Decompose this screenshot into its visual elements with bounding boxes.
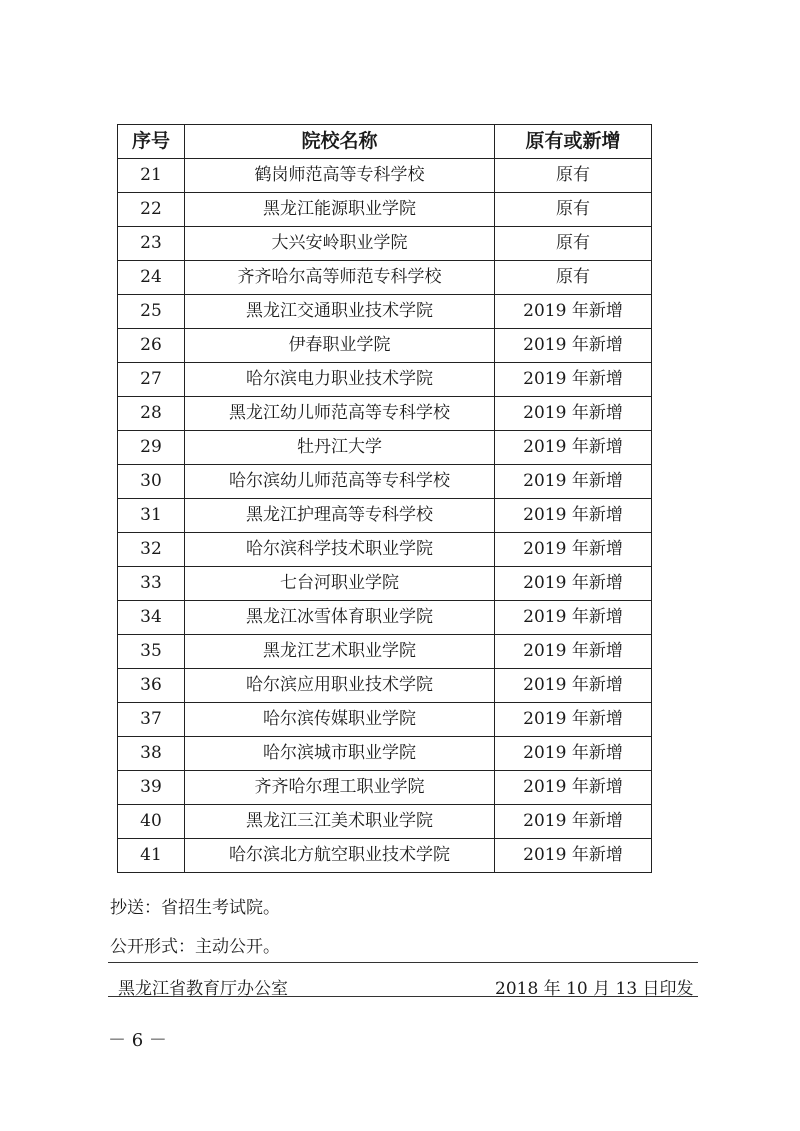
status: 2019 年新增 (495, 295, 652, 329)
school-name: 黑龙江艺术职业学院 (185, 635, 495, 669)
header-school-name: 院校名称 (185, 125, 495, 159)
table-row (118, 159, 652, 193)
table-row (118, 431, 652, 465)
status: 2019 年新增 (495, 839, 652, 873)
school-name: 黑龙江护理高等专科学校 (185, 499, 495, 533)
row-index: 31 (118, 499, 185, 533)
row-index: 30 (118, 465, 185, 499)
table-row (118, 533, 652, 567)
school-name: 鹤岗师范高等专科学校 (185, 159, 495, 193)
school-name: 伊春职业学院 (185, 329, 495, 363)
school-name: 大兴安岭职业学院 (185, 227, 495, 261)
row-index: 24 (118, 261, 185, 295)
header-status: 原有或新增 (495, 125, 652, 159)
status: 原有 (495, 159, 652, 193)
status: 2019 年新增 (495, 363, 652, 397)
status: 2019 年新增 (495, 431, 652, 465)
status: 2019 年新增 (495, 397, 652, 431)
status: 2019 年新增 (495, 567, 652, 601)
table-row (118, 567, 652, 601)
status: 2019 年新增 (495, 669, 652, 703)
row-index: 38 (118, 737, 185, 771)
row-index: 39 (118, 771, 185, 805)
school-name: 牡丹江大学 (185, 431, 495, 465)
status: 原有 (495, 193, 652, 227)
row-index: 32 (118, 533, 185, 567)
row-index: 22 (118, 193, 185, 227)
page-number: － 6 － (108, 1030, 167, 1051)
status: 2019 年新增 (495, 329, 652, 363)
row-index: 35 (118, 635, 185, 669)
school-name: 齐齐哈尔高等师范专科学校 (185, 261, 495, 295)
table-row (118, 771, 652, 805)
school-name: 七台河职业学院 (185, 567, 495, 601)
row-index: 41 (118, 839, 185, 873)
table-row (118, 193, 652, 227)
status: 2019 年新增 (495, 737, 652, 771)
school-name: 黑龙江交通职业技术学院 (185, 295, 495, 329)
school-name: 哈尔滨电力职业技术学院 (185, 363, 495, 397)
status: 2019 年新增 (495, 703, 652, 737)
table-row (118, 737, 652, 771)
school-name: 黑龙江三江美术职业学院 (185, 805, 495, 839)
school-name: 黑龙江冰雪体育职业学院 (185, 601, 495, 635)
publish-form-line: 公开形式：主动公开。 (110, 937, 280, 957)
school-name: 哈尔滨应用职业技术学院 (185, 669, 495, 703)
row-index: 37 (118, 703, 185, 737)
footer-bottom-rule (108, 996, 698, 997)
status: 2019 年新增 (495, 465, 652, 499)
row-index: 25 (118, 295, 185, 329)
status: 2019 年新增 (495, 499, 652, 533)
table-row (118, 601, 652, 635)
school-name: 哈尔滨幼儿师范高等专科学校 (185, 465, 495, 499)
school-name: 黑龙江能源职业学院 (185, 193, 495, 227)
status: 2019 年新增 (495, 601, 652, 635)
row-index: 33 (118, 567, 185, 601)
table-row (118, 499, 652, 533)
table-row (118, 329, 652, 363)
row-index: 34 (118, 601, 185, 635)
table-row (118, 295, 652, 329)
table-row (118, 635, 652, 669)
table-row (118, 465, 652, 499)
table-header-row (118, 125, 652, 159)
table-row (118, 669, 652, 703)
row-index: 23 (118, 227, 185, 261)
status: 原有 (495, 261, 652, 295)
school-name: 哈尔滨科学技术职业学院 (185, 533, 495, 567)
row-index: 26 (118, 329, 185, 363)
status: 原有 (495, 227, 652, 261)
header-index: 序号 (118, 125, 185, 159)
school-name: 齐齐哈尔理工职业学院 (185, 771, 495, 805)
status: 2019 年新增 (495, 805, 652, 839)
table-row (118, 703, 652, 737)
table-row (118, 261, 652, 295)
row-index: 40 (118, 805, 185, 839)
row-index: 28 (118, 397, 185, 431)
table-body (118, 159, 652, 873)
school-name: 哈尔滨城市职业学院 (185, 737, 495, 771)
issue-date: 2018 年 10 月 13 日印发 (495, 979, 694, 999)
school-name: 哈尔滨北方航空职业技术学院 (185, 839, 495, 873)
table-row (118, 397, 652, 431)
school-name: 黑龙江幼儿师范高等专科学校 (185, 397, 495, 431)
table-row (118, 839, 652, 873)
cc-line: 抄送：省招生考试院。 (110, 898, 280, 918)
table-row (118, 227, 652, 261)
row-index: 21 (118, 159, 185, 193)
school-name: 哈尔滨传媒职业学院 (185, 703, 495, 737)
footer-top-rule (108, 962, 698, 963)
table-row (118, 363, 652, 397)
row-index: 27 (118, 363, 185, 397)
table-row (118, 805, 652, 839)
status: 2019 年新增 (495, 533, 652, 567)
status: 2019 年新增 (495, 771, 652, 805)
issuer: 黑龙江省教育厅办公室 (118, 979, 288, 999)
row-index: 29 (118, 431, 185, 465)
status: 2019 年新增 (495, 635, 652, 669)
schools-table (117, 124, 652, 873)
row-index: 36 (118, 669, 185, 703)
